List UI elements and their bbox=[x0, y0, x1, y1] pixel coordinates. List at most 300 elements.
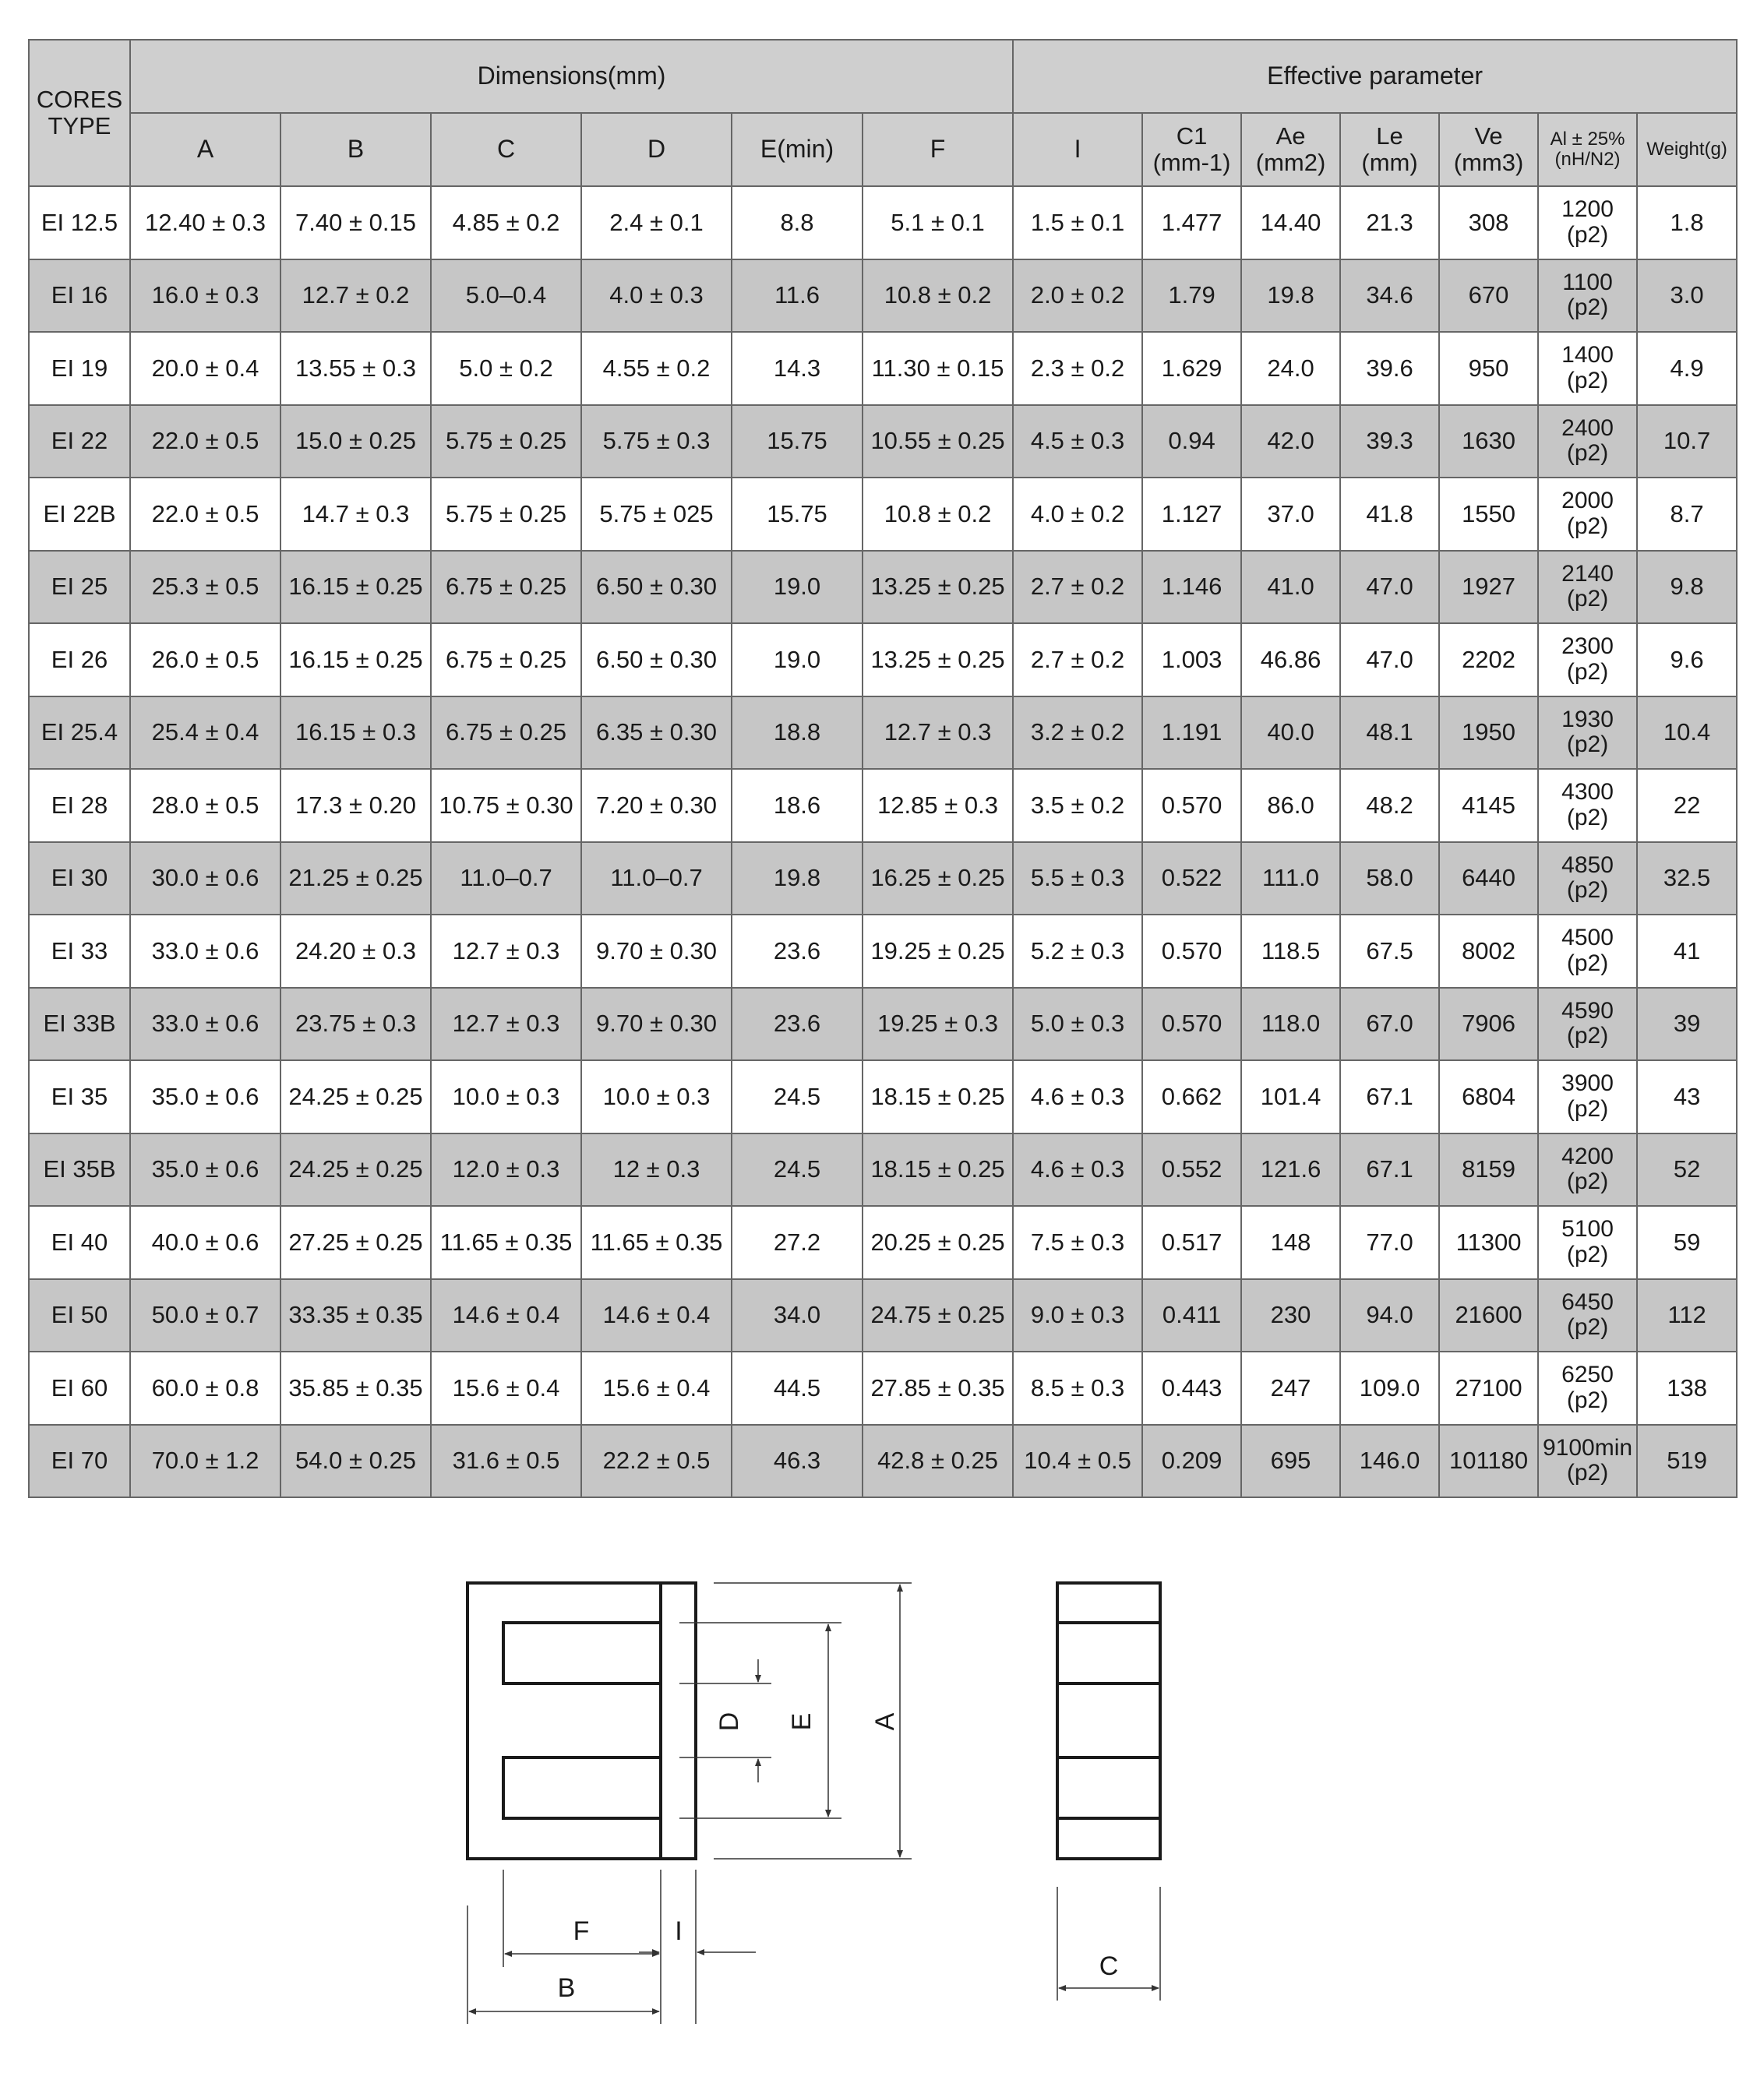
cell-ae: 118.5 bbox=[1241, 915, 1340, 988]
cell-al: 4590 (p2) bbox=[1538, 988, 1637, 1061]
cell-i: 4.0 ± 0.2 bbox=[1013, 478, 1142, 551]
cell-c1: 0.570 bbox=[1142, 988, 1241, 1061]
table-row bbox=[29, 696, 1737, 770]
cell-le: 47.0 bbox=[1340, 551, 1439, 624]
cell-al: 3900 (p2) bbox=[1538, 1060, 1637, 1133]
cell-c: 14.6 ± 0.4 bbox=[431, 1279, 581, 1352]
cell-i: 2.0 ± 0.2 bbox=[1013, 259, 1142, 333]
cell-i: 2.7 ± 0.2 bbox=[1013, 551, 1142, 624]
table-row bbox=[29, 1060, 1737, 1133]
cell-ve: 8002 bbox=[1439, 915, 1538, 988]
cell-b: 15.0 ± 0.25 bbox=[280, 405, 431, 478]
cell-core-type: EI 26 bbox=[29, 623, 130, 696]
cell-weight: 519 bbox=[1637, 1425, 1737, 1498]
cell-a: 60.0 ± 0.8 bbox=[130, 1352, 280, 1425]
cell-weight: 43 bbox=[1637, 1060, 1737, 1133]
label-f: F bbox=[573, 1916, 590, 1946]
cell-le: 58.0 bbox=[1340, 842, 1439, 915]
cell-c1: 0.94 bbox=[1142, 405, 1241, 478]
cell-a: 28.0 ± 0.5 bbox=[130, 769, 280, 842]
cell-le: 67.0 bbox=[1340, 988, 1439, 1061]
cell-le: 39.3 bbox=[1340, 405, 1439, 478]
cell-d: 5.75 ± 0.3 bbox=[581, 405, 732, 478]
cell-le: 48.1 bbox=[1340, 696, 1439, 770]
cell-d: 5.75 ± 025 bbox=[581, 478, 732, 551]
cell-b: 16.15 ± 0.25 bbox=[280, 551, 431, 624]
cell-d: 4.0 ± 0.3 bbox=[581, 259, 732, 333]
cell-c1: 0.209 bbox=[1142, 1425, 1241, 1498]
table-row bbox=[29, 1206, 1737, 1279]
cell-core-type: EI 33B bbox=[29, 988, 130, 1061]
cell-le: 34.6 bbox=[1340, 259, 1439, 333]
cell-al: 6450 (p2) bbox=[1538, 1279, 1637, 1352]
cell-ve: 670 bbox=[1439, 259, 1538, 333]
cell-ve: 4145 bbox=[1439, 769, 1538, 842]
cell-i: 5.5 ± 0.3 bbox=[1013, 842, 1142, 915]
cell-d: 6.35 ± 0.30 bbox=[581, 696, 732, 770]
cell-c1: 0.517 bbox=[1142, 1206, 1241, 1279]
cell-al: 2140 (p2) bbox=[1538, 551, 1637, 624]
cell-a: 25.3 ± 0.5 bbox=[130, 551, 280, 624]
cell-b: 16.15 ± 0.25 bbox=[280, 623, 431, 696]
cell-f: 20.25 ± 0.25 bbox=[863, 1206, 1013, 1279]
header-le: Le (mm) bbox=[1340, 113, 1439, 186]
cell-d: 4.55 ± 0.2 bbox=[581, 332, 732, 405]
cell-ae: 148 bbox=[1241, 1206, 1340, 1279]
label-b: B bbox=[557, 1973, 576, 2003]
cell-ve: 1950 bbox=[1439, 696, 1538, 770]
cell-c1: 1.629 bbox=[1142, 332, 1241, 405]
cell-a: 20.0 ± 0.4 bbox=[130, 332, 280, 405]
cell-b: 12.7 ± 0.2 bbox=[280, 259, 431, 333]
table-row bbox=[29, 1133, 1737, 1207]
cell-i: 3.2 ± 0.2 bbox=[1013, 696, 1142, 770]
cell-le: 146.0 bbox=[1340, 1425, 1439, 1498]
cell-f: 10.55 ± 0.25 bbox=[863, 405, 1013, 478]
table-row bbox=[29, 478, 1737, 551]
cell-al: 4850 (p2) bbox=[1538, 842, 1637, 915]
cell-core-type: EI 70 bbox=[29, 1425, 130, 1498]
cell-c: 10.0 ± 0.3 bbox=[431, 1060, 581, 1133]
cell-al: 2000 (p2) bbox=[1538, 478, 1637, 551]
cell-b: 27.25 ± 0.25 bbox=[280, 1206, 431, 1279]
cell-weight: 32.5 bbox=[1637, 842, 1737, 915]
label-i: I bbox=[675, 1916, 683, 1946]
cell-weight: 3.0 bbox=[1637, 259, 1737, 333]
cell-e-min: 27.2 bbox=[732, 1206, 863, 1279]
cell-weight: 52 bbox=[1637, 1133, 1737, 1207]
table-row bbox=[29, 769, 1737, 842]
cell-b: 16.15 ± 0.3 bbox=[280, 696, 431, 770]
cell-le: 94.0 bbox=[1340, 1279, 1439, 1352]
cell-c: 11.65 ± 0.35 bbox=[431, 1206, 581, 1279]
cell-f: 13.25 ± 0.25 bbox=[863, 551, 1013, 624]
table-row bbox=[29, 405, 1737, 478]
cell-f: 10.8 ± 0.2 bbox=[863, 259, 1013, 333]
cell-f: 12.85 ± 0.3 bbox=[863, 769, 1013, 842]
cell-d: 10.0 ± 0.3 bbox=[581, 1060, 732, 1133]
label-c: C bbox=[1099, 1951, 1119, 1981]
cell-d: 7.20 ± 0.30 bbox=[581, 769, 732, 842]
cell-b: 14.7 ± 0.3 bbox=[280, 478, 431, 551]
cell-c: 5.75 ± 0.25 bbox=[431, 478, 581, 551]
cell-core-type: EI 16 bbox=[29, 259, 130, 333]
cell-le: 67.1 bbox=[1340, 1060, 1439, 1133]
cell-c: 6.75 ± 0.25 bbox=[431, 623, 581, 696]
cell-core-type: EI 33 bbox=[29, 915, 130, 988]
cell-c: 4.85 ± 0.2 bbox=[431, 186, 581, 259]
cell-ae: 19.8 bbox=[1241, 259, 1340, 333]
cell-c: 6.75 ± 0.25 bbox=[431, 551, 581, 624]
cell-i: 4.5 ± 0.3 bbox=[1013, 405, 1142, 478]
cell-ae: 46.86 bbox=[1241, 623, 1340, 696]
table-row bbox=[29, 1425, 1737, 1498]
cell-a: 22.0 ± 0.5 bbox=[130, 405, 280, 478]
cell-e-min: 24.5 bbox=[732, 1133, 863, 1207]
cell-ve: 6804 bbox=[1439, 1060, 1538, 1133]
cell-e-min: 11.6 bbox=[732, 259, 863, 333]
cell-d: 6.50 ± 0.30 bbox=[581, 623, 732, 696]
cell-b: 7.40 ± 0.15 bbox=[280, 186, 431, 259]
cell-ae: 118.0 bbox=[1241, 988, 1340, 1061]
cell-le: 109.0 bbox=[1340, 1352, 1439, 1425]
cell-core-type: EI 25.4 bbox=[29, 696, 130, 770]
header-ae-unit: (mm2) bbox=[1255, 149, 1326, 176]
cell-al: 4500 (p2) bbox=[1538, 915, 1637, 988]
cell-i: 9.0 ± 0.3 bbox=[1013, 1279, 1142, 1352]
cell-c: 12.7 ± 0.3 bbox=[431, 915, 581, 988]
cell-f: 10.8 ± 0.2 bbox=[863, 478, 1013, 551]
cell-le: 77.0 bbox=[1340, 1206, 1439, 1279]
table-row bbox=[29, 915, 1737, 988]
cell-c1: 0.662 bbox=[1142, 1060, 1241, 1133]
cell-weight: 39 bbox=[1637, 988, 1737, 1061]
header-weight: Weight(g) bbox=[1637, 113, 1737, 186]
cell-b: 21.25 ± 0.25 bbox=[280, 842, 431, 915]
cell-d: 11.0–0.7 bbox=[581, 842, 732, 915]
table-header bbox=[29, 40, 1737, 186]
cell-e-min: 24.5 bbox=[732, 1060, 863, 1133]
header-c1-unit: (mm-1) bbox=[1152, 149, 1231, 176]
cell-ae: 42.0 bbox=[1241, 405, 1340, 478]
cell-a: 33.0 ± 0.6 bbox=[130, 988, 280, 1061]
core-side-view bbox=[1057, 1583, 1160, 1859]
header-ve-unit: (mm3) bbox=[1453, 149, 1524, 176]
cell-c: 15.6 ± 0.4 bbox=[431, 1352, 581, 1425]
cell-core-type: EI 25 bbox=[29, 551, 130, 624]
cell-i: 4.6 ± 0.3 bbox=[1013, 1060, 1142, 1133]
cell-weight: 59 bbox=[1637, 1206, 1737, 1279]
cell-ae: 121.6 bbox=[1241, 1133, 1340, 1207]
cell-e-min: 34.0 bbox=[732, 1279, 863, 1352]
cell-core-type: EI 22B bbox=[29, 478, 130, 551]
cell-ve: 950 bbox=[1439, 332, 1538, 405]
header-effective-parameter: Effective parameter bbox=[1013, 40, 1737, 113]
cell-i: 8.5 ± 0.3 bbox=[1013, 1352, 1142, 1425]
cell-ve: 308 bbox=[1439, 186, 1538, 259]
cell-ve: 21600 bbox=[1439, 1279, 1538, 1352]
cell-i: 3.5 ± 0.2 bbox=[1013, 769, 1142, 842]
table-row bbox=[29, 1352, 1737, 1425]
cores-spec-table bbox=[28, 39, 1738, 1498]
cell-i: 2.7 ± 0.2 bbox=[1013, 623, 1142, 696]
cell-b: 35.85 ± 0.35 bbox=[280, 1352, 431, 1425]
cell-c1: 1.477 bbox=[1142, 186, 1241, 259]
cell-ae: 41.0 bbox=[1241, 551, 1340, 624]
cell-ae: 101.4 bbox=[1241, 1060, 1340, 1133]
cell-core-type: EI 40 bbox=[29, 1206, 130, 1279]
cell-i: 10.4 ± 0.5 bbox=[1013, 1425, 1142, 1498]
cell-c: 12.7 ± 0.3 bbox=[431, 988, 581, 1061]
cell-f: 13.25 ± 0.25 bbox=[863, 623, 1013, 696]
cell-e-min: 15.75 bbox=[732, 478, 863, 551]
cell-le: 41.8 bbox=[1340, 478, 1439, 551]
cell-core-type: EI 30 bbox=[29, 842, 130, 915]
cell-b: 17.3 ± 0.20 bbox=[280, 769, 431, 842]
cell-al: 4300 (p2) bbox=[1538, 769, 1637, 842]
cell-e-min: 14.3 bbox=[732, 332, 863, 405]
cell-e-min: 19.0 bbox=[732, 551, 863, 624]
cell-c1: 0.443 bbox=[1142, 1352, 1241, 1425]
cell-al: 1200 (p2) bbox=[1538, 186, 1637, 259]
cell-d: 15.6 ± 0.4 bbox=[581, 1352, 732, 1425]
e-core-shape bbox=[467, 1583, 661, 1859]
header-d: D bbox=[581, 113, 732, 186]
cell-al: 2300 (p2) bbox=[1538, 623, 1637, 696]
cell-c: 31.6 ± 0.5 bbox=[431, 1425, 581, 1498]
cell-ve: 6440 bbox=[1439, 842, 1538, 915]
cell-core-type: EI 28 bbox=[29, 769, 130, 842]
cell-b: 24.25 ± 0.25 bbox=[280, 1133, 431, 1207]
cell-f: 42.8 ± 0.25 bbox=[863, 1425, 1013, 1498]
cell-al: 6250 (p2) bbox=[1538, 1352, 1637, 1425]
cell-i: 5.2 ± 0.3 bbox=[1013, 915, 1142, 988]
cell-ae: 37.0 bbox=[1241, 478, 1340, 551]
cell-al: 4200 (p2) bbox=[1538, 1133, 1637, 1207]
cell-weight: 4.9 bbox=[1637, 332, 1737, 405]
cell-e-min: 19.0 bbox=[732, 623, 863, 696]
cell-al: 1400 (p2) bbox=[1538, 332, 1637, 405]
cell-a: 33.0 ± 0.6 bbox=[130, 915, 280, 988]
cell-f: 5.1 ± 0.1 bbox=[863, 186, 1013, 259]
table-row bbox=[29, 186, 1737, 259]
cell-weight: 22 bbox=[1637, 769, 1737, 842]
cell-weight: 112 bbox=[1637, 1279, 1737, 1352]
cell-al: 5100 (p2) bbox=[1538, 1206, 1637, 1279]
cell-c: 12.0 ± 0.3 bbox=[431, 1133, 581, 1207]
cell-e-min: 15.75 bbox=[732, 405, 863, 478]
cell-al: 1100 (p2) bbox=[1538, 259, 1637, 333]
table-row bbox=[29, 623, 1737, 696]
cell-weight: 41 bbox=[1637, 915, 1737, 988]
header-al-unit: (nH/N2) bbox=[1554, 149, 1621, 170]
cell-ve: 7906 bbox=[1439, 988, 1538, 1061]
cell-c: 6.75 ± 0.25 bbox=[431, 696, 581, 770]
cell-ae: 24.0 bbox=[1241, 332, 1340, 405]
header-dimensions: Dimensions(mm) bbox=[130, 40, 1013, 113]
header-le-unit: (mm) bbox=[1361, 149, 1418, 176]
cell-a: 12.40 ± 0.3 bbox=[130, 186, 280, 259]
cell-e-min: 18.6 bbox=[732, 769, 863, 842]
cell-le: 47.0 bbox=[1340, 623, 1439, 696]
cell-weight: 9.8 bbox=[1637, 551, 1737, 624]
cell-a: 35.0 ± 0.6 bbox=[130, 1133, 280, 1207]
cell-core-type: EI 22 bbox=[29, 405, 130, 478]
cell-ve: 1630 bbox=[1439, 405, 1538, 478]
cell-ae: 695 bbox=[1241, 1425, 1340, 1498]
cell-b: 54.0 ± 0.25 bbox=[280, 1425, 431, 1498]
cell-c: 10.75 ± 0.30 bbox=[431, 769, 581, 842]
cell-i: 4.6 ± 0.3 bbox=[1013, 1133, 1142, 1207]
header-c1: C1 (mm-1) bbox=[1142, 113, 1241, 186]
header-c: C bbox=[431, 113, 581, 186]
cell-d: 22.2 ± 0.5 bbox=[581, 1425, 732, 1498]
cell-e-min: 8.8 bbox=[732, 186, 863, 259]
cell-le: 39.6 bbox=[1340, 332, 1439, 405]
header-ve: Ve (mm3) bbox=[1439, 113, 1538, 186]
cell-c1: 1.146 bbox=[1142, 551, 1241, 624]
cell-weight: 8.7 bbox=[1637, 478, 1737, 551]
cell-i: 7.5 ± 0.3 bbox=[1013, 1206, 1142, 1279]
cell-b: 13.55 ± 0.3 bbox=[280, 332, 431, 405]
cell-a: 16.0 ± 0.3 bbox=[130, 259, 280, 333]
cell-c: 5.0–0.4 bbox=[431, 259, 581, 333]
cell-ae: 111.0 bbox=[1241, 842, 1340, 915]
cell-f: 27.85 ± 0.35 bbox=[863, 1352, 1013, 1425]
cell-al: 9100min (p2) bbox=[1538, 1425, 1637, 1498]
cell-weight: 10.7 bbox=[1637, 405, 1737, 478]
cell-i: 2.3 ± 0.2 bbox=[1013, 332, 1142, 405]
cell-core-type: EI 12.5 bbox=[29, 186, 130, 259]
cell-a: 35.0 ± 0.6 bbox=[130, 1060, 280, 1133]
cell-c: 5.0 ± 0.2 bbox=[431, 332, 581, 405]
cell-a: 40.0 ± 0.6 bbox=[130, 1206, 280, 1279]
cell-ve: 1550 bbox=[1439, 478, 1538, 551]
table-row bbox=[29, 259, 1737, 333]
cell-i: 5.0 ± 0.3 bbox=[1013, 988, 1142, 1061]
cell-f: 16.25 ± 0.25 bbox=[863, 842, 1013, 915]
cell-f: 18.15 ± 0.25 bbox=[863, 1060, 1013, 1133]
cell-f: 19.25 ± 0.25 bbox=[863, 915, 1013, 988]
header-f: F bbox=[863, 113, 1013, 186]
cell-ve: 8159 bbox=[1439, 1133, 1538, 1207]
header-b: B bbox=[280, 113, 431, 186]
cell-c: 11.0–0.7 bbox=[431, 842, 581, 915]
cell-a: 70.0 ± 1.2 bbox=[130, 1425, 280, 1498]
label-a: A bbox=[870, 1712, 900, 1731]
cell-core-type: EI 35 bbox=[29, 1060, 130, 1133]
cell-le: 21.3 bbox=[1340, 186, 1439, 259]
cell-core-type: EI 50 bbox=[29, 1279, 130, 1352]
table-row bbox=[29, 1279, 1737, 1352]
cell-f: 11.30 ± 0.15 bbox=[863, 332, 1013, 405]
header-e-min: E(min) bbox=[732, 113, 863, 186]
cell-e-min: 46.3 bbox=[732, 1425, 863, 1498]
cell-a: 22.0 ± 0.5 bbox=[130, 478, 280, 551]
cell-f: 18.15 ± 0.25 bbox=[863, 1133, 1013, 1207]
cell-b: 23.75 ± 0.3 bbox=[280, 988, 431, 1061]
cell-e-min: 19.8 bbox=[732, 842, 863, 915]
dimension-lines bbox=[469, 1585, 1159, 2011]
cell-weight: 10.4 bbox=[1637, 696, 1737, 770]
cell-weight: 138 bbox=[1637, 1352, 1737, 1425]
cell-al: 2400 (p2) bbox=[1538, 405, 1637, 478]
cell-ve: 2202 bbox=[1439, 623, 1538, 696]
cell-i: 1.5 ± 0.1 bbox=[1013, 186, 1142, 259]
cell-a: 30.0 ± 0.6 bbox=[130, 842, 280, 915]
ei-core-drawing bbox=[0, 1527, 1764, 2072]
cell-e-min: 23.6 bbox=[732, 988, 863, 1061]
cell-b: 24.20 ± 0.3 bbox=[280, 915, 431, 988]
cell-c1: 0.522 bbox=[1142, 842, 1241, 915]
header-i: I bbox=[1013, 113, 1142, 186]
cell-d: 11.65 ± 0.35 bbox=[581, 1206, 732, 1279]
cell-c1: 0.411 bbox=[1142, 1279, 1241, 1352]
header-al: Al ± 25% (nH/N2) bbox=[1538, 113, 1637, 186]
cell-d: 9.70 ± 0.30 bbox=[581, 988, 732, 1061]
cell-le: 67.1 bbox=[1340, 1133, 1439, 1207]
cell-a: 26.0 ± 0.5 bbox=[130, 623, 280, 696]
cell-f: 24.75 ± 0.25 bbox=[863, 1279, 1013, 1352]
cell-d: 2.4 ± 0.1 bbox=[581, 186, 732, 259]
cell-core-type: EI 19 bbox=[29, 332, 130, 405]
cell-ae: 40.0 bbox=[1241, 696, 1340, 770]
cell-ve: 1927 bbox=[1439, 551, 1538, 624]
cell-c1: 1.79 bbox=[1142, 259, 1241, 333]
label-e: E bbox=[786, 1712, 817, 1731]
cell-ae: 86.0 bbox=[1241, 769, 1340, 842]
cell-ve: 27100 bbox=[1439, 1352, 1538, 1425]
cell-f: 12.7 ± 0.3 bbox=[863, 696, 1013, 770]
table-row bbox=[29, 988, 1737, 1061]
header-ae: Ae (mm2) bbox=[1241, 113, 1340, 186]
cell-core-type: EI 35B bbox=[29, 1133, 130, 1207]
table-row bbox=[29, 332, 1737, 405]
cell-c1: 1.127 bbox=[1142, 478, 1241, 551]
cell-c1: 0.570 bbox=[1142, 915, 1241, 988]
cell-d: 14.6 ± 0.4 bbox=[581, 1279, 732, 1352]
cell-ve: 11300 bbox=[1439, 1206, 1538, 1279]
cell-core-type: EI 60 bbox=[29, 1352, 130, 1425]
cell-al: 1930 (p2) bbox=[1538, 696, 1637, 770]
cell-ae: 230 bbox=[1241, 1279, 1340, 1352]
cell-c1: 0.570 bbox=[1142, 769, 1241, 842]
cell-c1: 1.003 bbox=[1142, 623, 1241, 696]
header-cores-type: CORES TYPE bbox=[29, 40, 130, 186]
header-a: A bbox=[130, 113, 280, 186]
cell-e-min: 23.6 bbox=[732, 915, 863, 988]
table-row bbox=[29, 842, 1737, 915]
cell-d: 6.50 ± 0.30 bbox=[581, 551, 732, 624]
i-core-shape bbox=[661, 1583, 696, 1859]
cell-le: 48.2 bbox=[1340, 769, 1439, 842]
cell-a: 50.0 ± 0.7 bbox=[130, 1279, 280, 1352]
cell-b: 24.25 ± 0.25 bbox=[280, 1060, 431, 1133]
cell-b: 33.35 ± 0.35 bbox=[280, 1279, 431, 1352]
cell-ve: 101180 bbox=[1439, 1425, 1538, 1498]
table-row bbox=[29, 551, 1737, 624]
cell-weight: 1.8 bbox=[1637, 186, 1737, 259]
cell-e-min: 44.5 bbox=[732, 1352, 863, 1425]
cell-e-min: 18.8 bbox=[732, 696, 863, 770]
cell-c: 5.75 ± 0.25 bbox=[431, 405, 581, 478]
cell-weight: 9.6 bbox=[1637, 623, 1737, 696]
cell-c1: 1.191 bbox=[1142, 696, 1241, 770]
cell-d: 9.70 ± 0.30 bbox=[581, 915, 732, 988]
label-d: D bbox=[714, 1712, 744, 1732]
cell-d: 12 ± 0.3 bbox=[581, 1133, 732, 1207]
cell-ae: 14.40 bbox=[1241, 186, 1340, 259]
